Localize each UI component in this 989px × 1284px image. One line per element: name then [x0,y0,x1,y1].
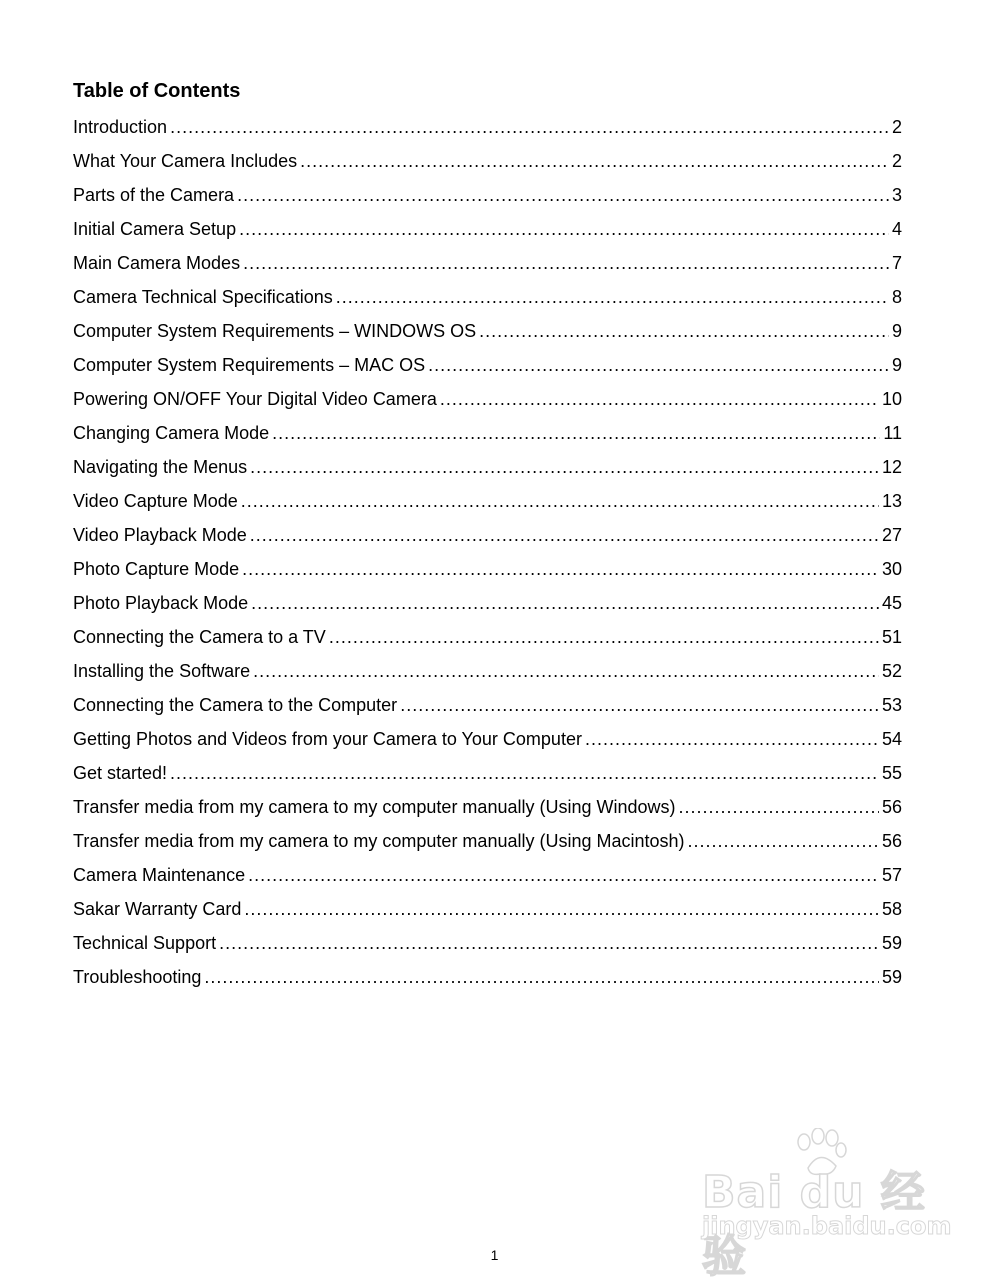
toc-entry-label: Camera Technical Specifications [73,287,333,307]
toc-entry[interactable] [73,691,902,725]
toc-entry[interactable] [73,589,902,623]
toc-entry-label: Getting Photos and Videos from your Camera to Your Computer [73,729,582,749]
toc-entry-label: Main Camera Modes [73,253,241,273]
toc-dot-leader [250,521,879,549]
toc-entry-page-number: 2 [891,117,902,137]
toc-entry[interactable] [73,317,902,351]
watermark-brand: Bai du 经验 [702,1167,926,1282]
toc-entry[interactable] [73,657,902,691]
toc-dot-leader [300,147,889,175]
toc-dot-leader [170,113,889,141]
toc-entry-label: Video Capture Mode [73,491,238,511]
toc-entry-page-number: 54 [881,729,902,749]
toc-entry-label: Computer System Requirements – WINDOWS OS [73,321,477,341]
toc-entry[interactable] [73,759,902,793]
page-number: 1 [490,1247,499,1263]
toc-entry-page-number: 11 [883,423,902,443]
toc-entry[interactable] [73,249,902,283]
toc-entry-page-number: 10 [881,389,902,409]
toc-entry-page-number: 7 [891,253,902,273]
toc-entry-label: Powering ON/OFF Your Digital Video Camera [73,389,437,409]
toc-entry-page-number: 59 [881,933,902,953]
toc-entry[interactable] [73,385,902,419]
toc-entry-label: Installing the Software [73,661,251,681]
toc-entry-label: Introduction [73,117,168,137]
toc-dot-leader [248,861,879,889]
watermark [700,1128,952,1282]
toc-entry-label: Technical Support [73,933,217,953]
toc-dot-leader [688,827,879,855]
toc-dot-leader [329,623,879,651]
toc-entry-page-number: 12 [881,457,902,477]
toc-dot-leader [241,487,879,515]
toc-entry-page-number: 52 [881,661,902,681]
toc-entry-label: Photo Playback Mode [73,593,249,613]
toc-entry[interactable] [73,895,902,929]
toc-entry[interactable] [73,453,902,487]
toc-entry[interactable] [73,963,902,997]
toc-dot-leader [243,249,889,277]
toc-entry-label: Changing Camera Mode [73,423,270,443]
toc-entry-page-number: 56 [881,797,902,817]
toc-dot-leader [251,589,879,617]
toc-entry[interactable] [73,215,902,249]
toc-entry-label: Transfer media from my camera to my computer manually (Using Windows) [73,797,676,817]
toc-entry-page-number: 3 [891,185,902,205]
toc-entry-page-number: 56 [881,831,902,851]
toc-entry[interactable] [73,487,902,521]
toc-entry[interactable] [73,725,902,759]
toc-dot-leader [244,895,879,923]
toc-entry-page-number: 53 [881,695,902,715]
toc-entry[interactable] [73,623,902,657]
toc-entry-label: Parts of the Camera [73,185,235,205]
toc-entry[interactable] [73,113,902,147]
toc-entry-page-number: 27 [881,525,902,545]
toc-entry-label: Connecting the Camera to the Computer [73,695,398,715]
toc-title: Table of Contents [73,80,241,102]
toc-entry-label: Video Playback Mode [73,525,247,545]
toc-entry-label: Navigating the Menus [73,457,248,477]
toc-entry-label: Initial Camera Setup [73,219,237,239]
toc-dot-leader [679,793,879,821]
toc-dot-leader [272,419,880,447]
toc-dot-leader [479,317,889,345]
toc-entry[interactable] [73,283,902,317]
toc-entry-label: What Your Camera Includes [73,151,298,171]
toc-list [73,113,902,997]
toc-dot-leader [400,691,879,719]
toc-entry[interactable] [73,827,902,861]
toc-entry-page-number: 51 [881,627,902,647]
toc-dot-leader [170,759,879,787]
toc-entry-label: Sakar Warranty Card [73,899,242,919]
watermark-url: jingyan.baidu.com [702,1212,952,1240]
toc-dot-leader [428,351,889,379]
toc-entry-label: Photo Capture Mode [73,559,240,579]
toc-dot-leader [239,215,889,243]
toc-entry-page-number: 30 [881,559,902,579]
toc-entry-page-number: 58 [881,899,902,919]
toc-entry-label: Get started! [73,763,168,783]
toc-entry[interactable] [73,181,902,215]
toc-entry-page-number: 55 [881,763,902,783]
toc-entry[interactable] [73,351,902,385]
toc-entry[interactable] [73,147,902,181]
toc-entry[interactable] [73,861,902,895]
toc-entry[interactable] [73,521,902,555]
toc-dot-leader [219,929,879,957]
toc-dot-leader [250,453,879,481]
toc-entry[interactable] [73,419,902,453]
toc-entry[interactable] [73,793,902,827]
toc-entry-label: Troubleshooting [73,967,202,987]
toc-dot-leader [204,963,879,991]
toc-dot-leader [440,385,879,413]
toc-entry-label: Connecting the Camera to a TV [73,627,326,647]
toc-entry-page-number: 13 [881,491,902,511]
toc-entry-page-number: 59 [881,967,902,987]
toc-entry-page-number: 4 [891,219,902,239]
toc-entry[interactable] [73,929,902,963]
toc-dot-leader [585,725,879,753]
toc-entry-page-number: 8 [891,287,902,307]
toc-dot-leader [336,283,889,311]
toc-entry-page-number: 45 [881,593,902,613]
toc-dot-leader [242,555,879,583]
toc-entry-page-number: 9 [891,355,902,375]
toc-entry-page-number: 2 [891,151,902,171]
toc-entry-label: Transfer media from my camera to my computer manually (Using Macintosh) [73,831,685,851]
toc-dot-leader [237,181,889,209]
toc-entry-label: Computer System Requirements – MAC OS [73,355,426,375]
toc-entry-page-number: 9 [891,321,902,341]
toc-entry-page-number: 57 [881,865,902,885]
toc-dot-leader [253,657,879,685]
toc-entry[interactable] [73,555,902,589]
toc-entry-label: Camera Maintenance [73,865,246,885]
